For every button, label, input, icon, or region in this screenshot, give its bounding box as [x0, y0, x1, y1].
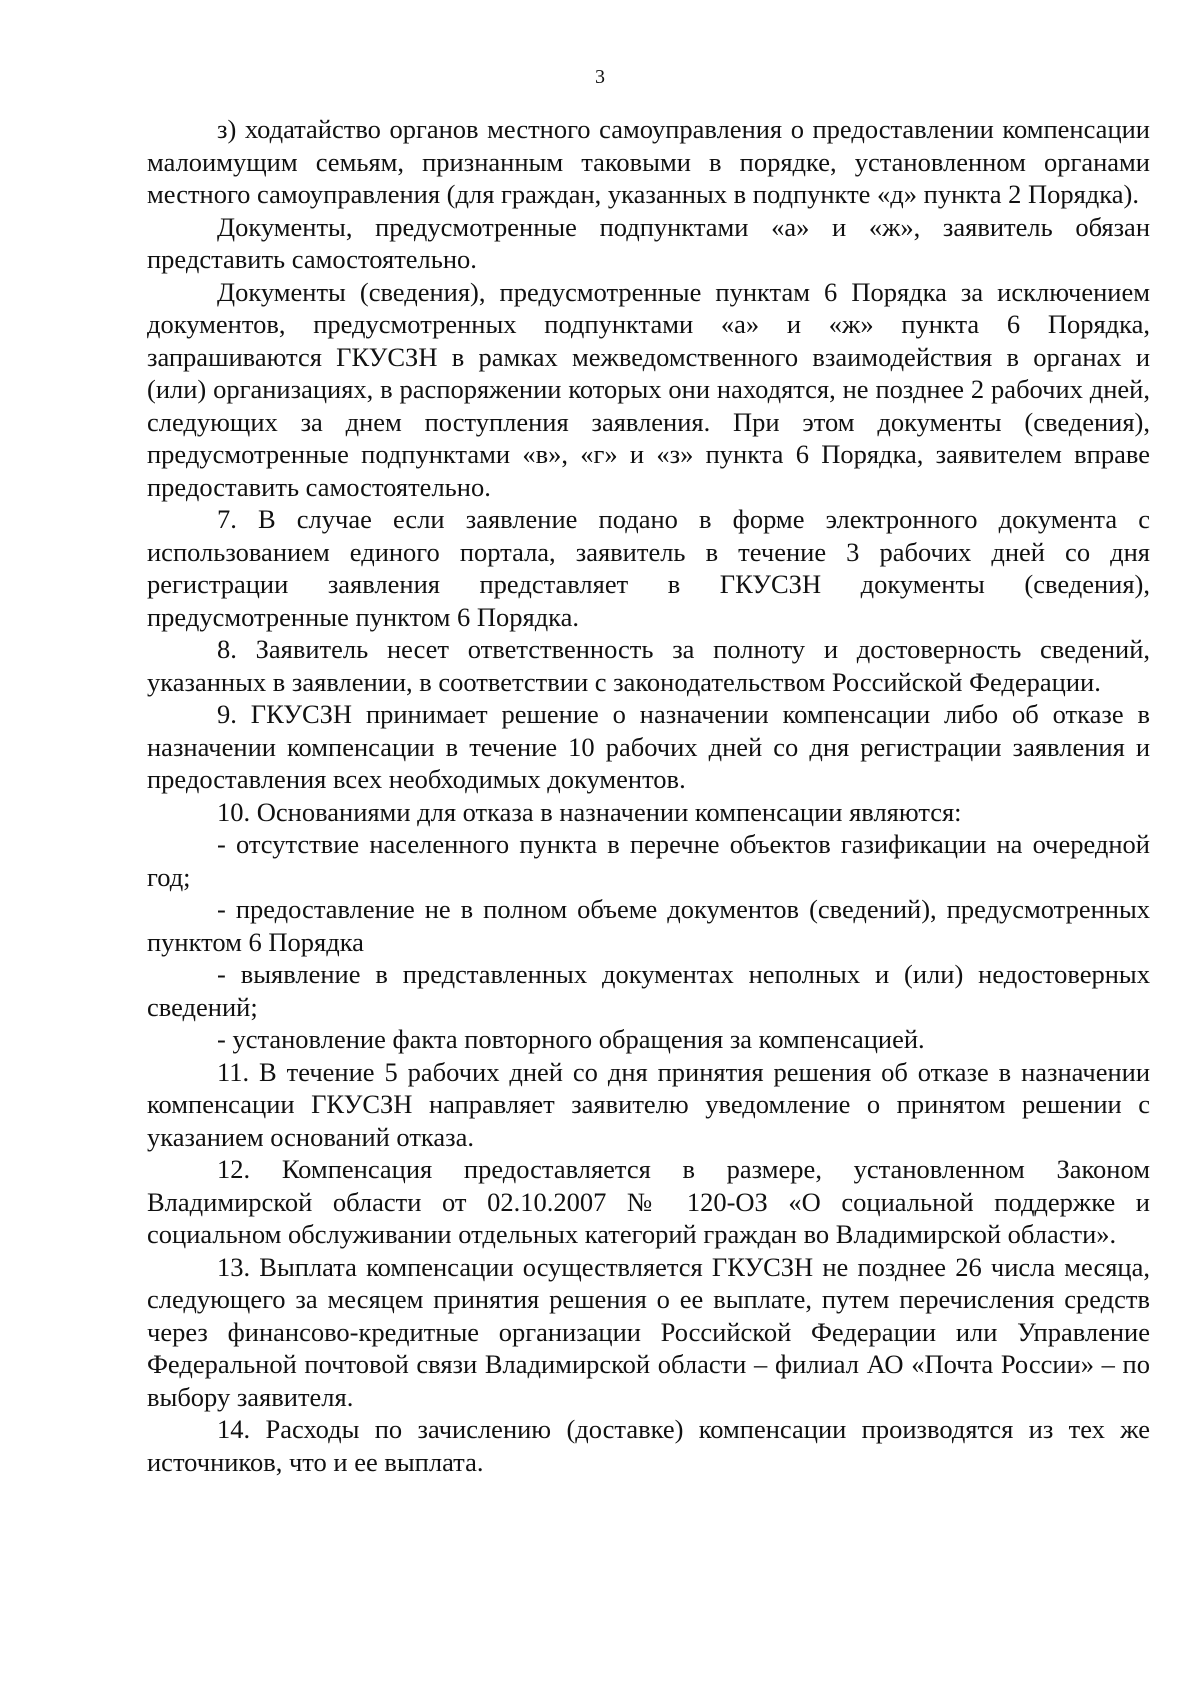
- page-number: 3: [595, 66, 605, 88]
- paragraph-12: 12. Компенсация предоставляется в размере, установленном Законом Владимирской области от 02.10.2007 № 120-ОЗ «О социальной поддержке и социальном обслуживании отдельных категорий граждан во Владимирской области».: [147, 1154, 1150, 1249]
- refusal-reason-2: - предоставление не в полном объеме документов (сведений), предусмотренных пунктом 6 Порядка: [147, 894, 1150, 957]
- paragraph-11: 11. В течение 5 рабочих дней со дня принятия решения об отказе в назначении компенсации ГКУСЗН направляет заявителю уведомление о принятом решении с указанием оснований отказа.: [147, 1056, 1150, 1152]
- refusal-reason-4: - установление факта повторного обращения за компенсацией.: [217, 1024, 925, 1054]
- paragraph-documents-interagency: Документы (сведения), предусмотренные пунктам 6 Порядка за исключением документов, предусмотренных подпунктами «а» и «ж» пункта 6 Порядка, запрашиваются ГКУСЗН в рамках межведомственного взаимодействия в органах и (или) организациях, в распоряжении которых они находятся, не позднее 2 рабочих дней, следующих за днем поступления заявления. При этом документы (сведения), предусмотренные подпунктами «в», «г» и «з» пункта 6 Порядка, заявителем вправе предоставить самостоятельно.: [147, 276, 1150, 502]
- paragraph-7: 7. В случае если заявление подано в форме электронного документа с использованием единого портала, заявитель в течение 3 рабочих дней со дня регистрации заявления представляет в ГКУСЗН документы (сведения), предусмотренные пунктом 6 Порядка.: [147, 504, 1150, 632]
- paragraph-documents-self: Документы, предусмотренные подпунктами «а» и «ж», заявитель обязан представить самостоятельно.: [147, 211, 1150, 274]
- paragraph-14: 14. Расходы по зачислению (доставке) компенсации производятся из тех же источников, что и ее выплата.: [147, 1414, 1150, 1477]
- paragraph-10: 10. Основаниями для отказа в назначении компенсации являются:: [217, 796, 962, 827]
- paragraph-z: з) ходатайство органов местного самоуправления о предоставлении компенсации малоимущим семьям, признанным таковыми в порядке, установленном органами местного самоуправления (для граждан, указанных в подпункте «д» пункта 2 Порядка).: [147, 114, 1150, 209]
- paragraph-13: 13. Выплата компенсации осуществляется ГКУСЗН не позднее 26 числа месяца, следующего за месяцем принятия решения о ее выплате, путем перечисления средств через финансово-кредитные организации Российской Федерации или Управление Федеральной почтовой связи Владимирской области – филиал АО «Почта России» – по выбору заявителя.: [147, 1251, 1150, 1412]
- refusal-reason-3: - выявление в представленных документах неполных и (или) недостоверных сведений;: [147, 959, 1150, 1022]
- paragraph-9: 9. ГКУСЗН принимает решение о назначении компенсации либо об отказе в назначении компенсации в течение 10 рабочих дней со дня регистрации заявления и предоставления всех необходимых документов.: [147, 699, 1150, 794]
- paragraph-8: 8. Заявитель несет ответственность за полноту и достоверность сведений, указанных в заявлении, в соответствии с законодательством Российской Федерации.: [147, 634, 1150, 697]
- refusal-reason-1: - отсутствие населенного пункта в перечне объектов газификации на очередной год;: [147, 829, 1150, 892]
- document-body: [147, 113, 1150, 1478]
